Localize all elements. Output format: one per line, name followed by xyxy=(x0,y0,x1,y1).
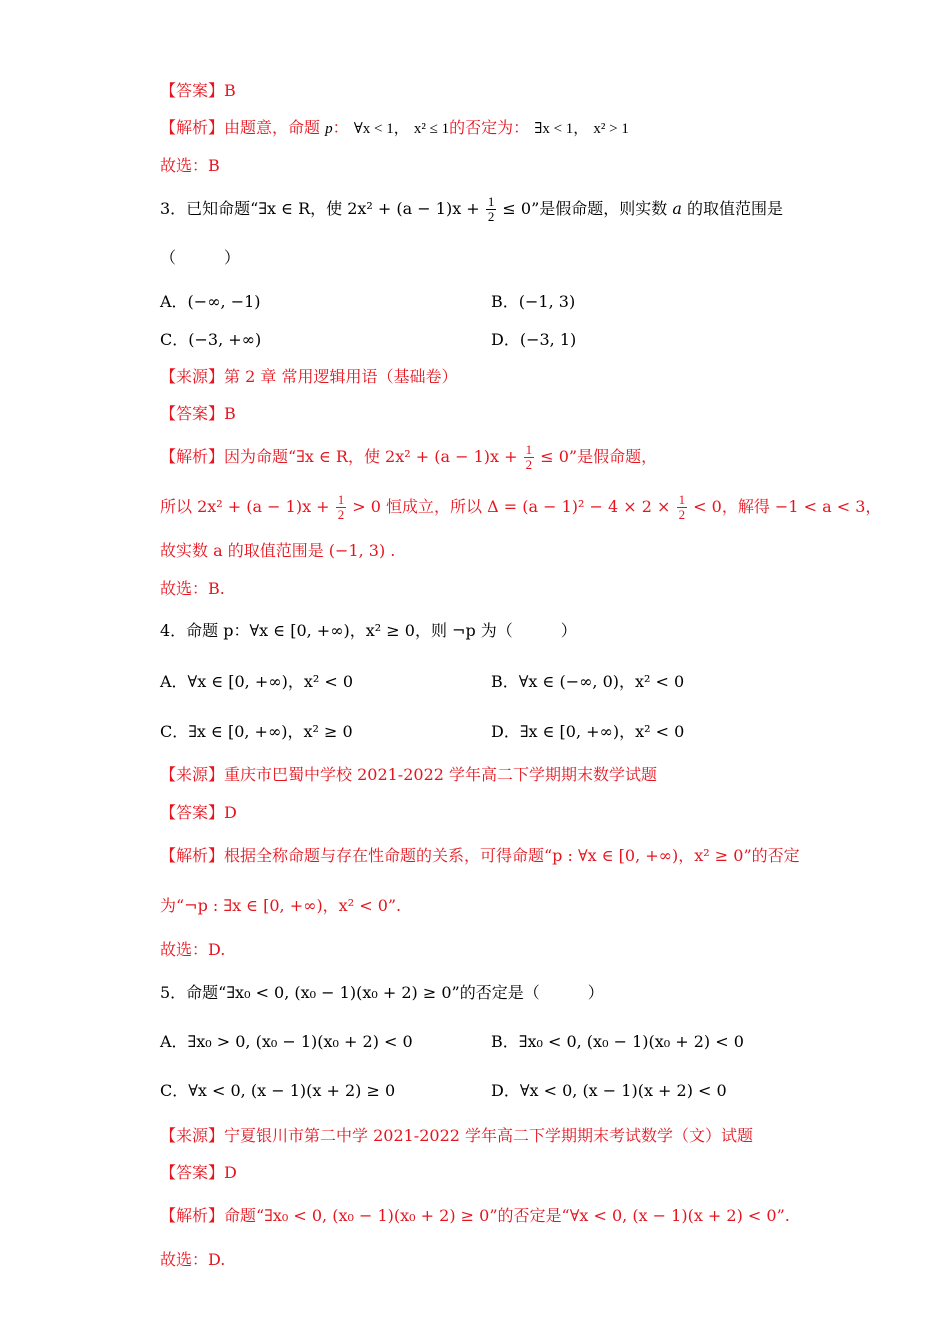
q3-an2-fraction-2 xyxy=(677,493,688,522)
q3-choose: 故选：B. xyxy=(160,579,225,598)
q3-source: 【来源】第 2 章 常用逻辑用语（基础卷） xyxy=(160,367,458,386)
q3-an2-a: 所以 2x² + (a − 1)x + xyxy=(160,497,330,516)
q5-option-b: B．∃x₀ < 0, (x₀ − 1)(x₀ + 2) < 0 xyxy=(491,1032,744,1051)
q3-analysis-line2 xyxy=(160,490,881,524)
frac-den: 2 xyxy=(487,209,495,224)
q2-expr1: ∀x < 1， xyxy=(353,121,409,137)
q5-option-d: D．∀x < 0, (x − 1)(x + 2) < 0 xyxy=(491,1081,727,1100)
q2-analysis-tag: 【解析】 xyxy=(160,118,225,137)
q5-option-a: A．∃x₀ > 0, (x₀ − 1)(x₀ + 2) < 0 xyxy=(160,1032,413,1051)
q2-analysis xyxy=(160,118,629,139)
q5-source: 【来源】宁夏银川市第二中学 2021-2022 学年高二下学期期末考试数学（文）试题 xyxy=(160,1126,754,1145)
q3-stem-var: a xyxy=(672,199,682,218)
q2-expr3: ∃x < 1， xyxy=(534,121,589,137)
frac-den: 2 xyxy=(337,507,345,522)
q4-answer: 【答案】D xyxy=(160,803,237,822)
q4-stem: 4．命题 p：∀x ∈ [0, +∞)，x² ≥ 0，则 ¬p 为（ ） xyxy=(160,621,577,640)
q3-answer: 【答案】B xyxy=(160,404,236,423)
q4-option-c: C．∃x ∈ [0, +∞)，x² ≥ 0 xyxy=(160,722,353,741)
frac-den: 2 xyxy=(678,507,686,522)
q3-option-a: A．(−∞, −1) xyxy=(160,292,261,311)
q2-p: p xyxy=(325,121,333,137)
q5-choose: 故选：D. xyxy=(160,1250,226,1269)
frac-num: 1 xyxy=(678,492,686,507)
q4-option-d: D．∃x ∈ [0, +∞)，x² < 0 xyxy=(491,722,685,741)
q3-an1-a: 【解析】因为命题“∃x ∈ R，使 2x² + (a − 1)x + xyxy=(160,447,518,466)
q4-analysis-line1: 【解析】根据全称命题与存在性命题的关系，可得命题“p : ∀x ∈ [0, +∞)，x² ≥ 0”的否定 xyxy=(160,846,800,865)
q3-paren: （ ） xyxy=(160,248,241,267)
q5-answer: 【答案】D xyxy=(160,1163,237,1182)
q2-colon: ： xyxy=(332,118,349,137)
q3-analysis-line1 xyxy=(160,440,657,474)
frac-den: 2 xyxy=(525,457,533,472)
frac-num: 1 xyxy=(337,492,345,507)
q3-option-c: C．(−3, +∞) xyxy=(160,330,262,349)
q2-analysis-text: 由题意，命题 xyxy=(224,118,321,137)
frac-num: 1 xyxy=(487,194,495,209)
q3-an1-fraction xyxy=(524,443,535,472)
q2-expr2: x² ≤ 1 xyxy=(413,121,450,137)
q4-choose: 故选：D. xyxy=(160,940,226,959)
q2-mid: 的否定为： xyxy=(449,118,530,137)
q3-stem-b: ≤ 0”是假命题，则实数 xyxy=(502,199,668,218)
q3-stem-c: 的取值范围是 xyxy=(687,199,784,218)
q3-option-b: B．(−1, 3) xyxy=(491,292,576,311)
q4-option-b: B．∀x ∈ (−∞, 0)，x² < 0 xyxy=(491,672,685,691)
q3-stem-fraction xyxy=(486,195,497,224)
q3-an2-b: > 0 恒成立，所以 Δ = (a − 1)² − 4 × 2 × xyxy=(352,497,671,516)
q5-option-c: C．∀x < 0, (x − 1)(x + 2) ≥ 0 xyxy=(160,1081,396,1100)
q3-stem xyxy=(160,192,783,226)
q3-option-d: D．(−3, 1) xyxy=(491,330,577,349)
q5-analysis: 【解析】命题“∃x₀ < 0, (x₀ − 1)(x₀ + 2) ≥ 0”的否定是“∀x < 0, (x − 1)(x + 2) < 0”. xyxy=(160,1206,790,1225)
q3-stem-a: 3．已知命题“∃x ∈ R，使 2x² + (a − 1)x + xyxy=(160,199,480,218)
q4-source: 【来源】重庆市巴蜀中学校 2021-2022 学年高二下学期期末数学试题 xyxy=(160,765,658,784)
q3-an2-fraction-1 xyxy=(336,493,347,522)
q4-option-a: A．∀x ∈ [0, +∞)，x² < 0 xyxy=(160,672,354,691)
q2-answer: 【答案】B xyxy=(160,81,236,100)
q4-analysis-line2: 为“¬p : ∃x ∈ [0, +∞)，x² < 0”. xyxy=(160,896,402,915)
q2-expr4: x² > 1 xyxy=(593,121,629,137)
q3-analysis-line3: 故实数 a 的取值范围是 (−1, 3) . xyxy=(160,541,396,560)
q2-choose: 故选：B xyxy=(160,156,220,175)
q3-an2-c: < 0，解得 −1 < a < 3， xyxy=(693,497,882,516)
q3-an1-b: ≤ 0”是假命题， xyxy=(540,447,658,466)
q5-stem: 5．命题“∃x₀ < 0, (x₀ − 1)(x₀ + 2) ≥ 0”的否定是（ ） xyxy=(160,983,604,1002)
frac-num: 1 xyxy=(525,442,533,457)
